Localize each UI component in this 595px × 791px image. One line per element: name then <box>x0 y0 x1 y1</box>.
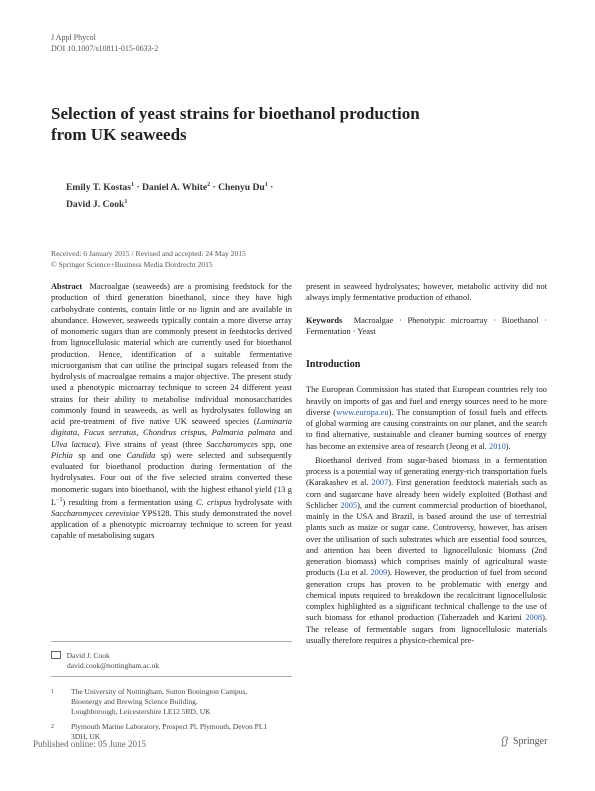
species-name: C. crispus <box>195 497 232 507</box>
abstract <box>51 281 292 542</box>
affiliation-line: Bioenergy and Brewing Science Building, <box>71 697 198 706</box>
author-line-2 <box>66 195 396 212</box>
publisher-logo <box>500 736 547 747</box>
abstract-text: YPS128. This study demonstrated the novel application of a phenotypic microarray technique to screen for yeast capable of metabolising sugars <box>51 508 292 541</box>
keywords-label: Keywords <box>306 315 343 325</box>
author-name[interactable]: Daniel A. White <box>141 182 208 194</box>
species-name: Saccharomyces <box>206 439 258 449</box>
body-text: The European Commission has stated that European countries rely too heavily on imports of gas and fuel and energy sources need to be more diverse ( <box>306 385 547 417</box>
affiliation-line: The University of Nottingham, Sutton Bonington Campus, <box>71 687 248 696</box>
author-affiliation: 1 <box>124 199 128 206</box>
exponent: −1 <box>56 496 63 503</box>
affiliation-1 <box>51 687 291 717</box>
abstract-continuation: present in seaweed hydrolysates; however, metabolic activity did not always imply fermentative production of ethanol. <box>306 282 547 303</box>
body-text: ). However, the production of fuel from second generation crops has proven to be problematic with energy and chemical inputs required to breakdown the recalcitrant lignocellulosic complex highlighted as a significant technical challenge to the use of such biomass for ethanol production (Taherzadeh and Karimi <box>306 568 547 623</box>
author-affiliation: 1 <box>130 182 134 188</box>
species-name: Candida <box>126 450 156 460</box>
abstract-text: ). Five strains of yeast (three <box>96 439 207 449</box>
publisher-name: Springer <box>513 736 548 747</box>
abstract-text: Macroalgae (seaweeds) are a promising feedstock for the production of third generation bioethanol, since they have high carbohydrate contents, contain little or no lignin and are available in abundance. However, seaweeds typically contain a more diverse array of monomeric sugars than are commonly present in feedstocks derived from lignocellulosic material which are currently used for bioethanol production. Hence, identification of a suitable fermentative microorganism that can utilise the principal sugars released from the hydrolysis of macroalgae remains a major objective. The present study used a phenotypic microarray technique to screen 24 different yeast strains for their ability to metabolise individual monosaccharides commonly found in seaweeds, as well as hydrolysates following an acid pre-treatment of five native UK seaweed species ( <box>51 282 293 426</box>
author-separator: · <box>136 182 140 194</box>
intro-paragraph-1 <box>306 384 547 452</box>
abstract-text: spp, one <box>257 439 292 449</box>
body-text: ). First generation feedstock materials such as corn and sugarcane have already been widely exploited (Bothast and Schlicher <box>306 478 547 510</box>
copyright: © Springer Science+Business Media Dordrecht 2015 <box>51 259 213 269</box>
article-title <box>51 103 471 145</box>
author-affiliation: 2 <box>207 182 211 188</box>
species-name: Chondrus crispus <box>143 428 205 438</box>
abstract-label: Abstract <box>51 282 83 291</box>
abstract-text: , <box>136 428 144 438</box>
affiliation-line: Plymouth Marine Laboratory, Prospect Pl, Plymouth, Devon PL1 <box>71 722 268 731</box>
correspondence-name: David J. Cook <box>66 651 110 660</box>
right-column <box>306 281 547 646</box>
citation-link[interactable]: 2009 <box>370 568 388 578</box>
intro-paragraph-2 <box>306 455 547 646</box>
author-separator: · <box>270 182 274 194</box>
correspondence-email[interactable]: david.cook@nottingham.ac.uk <box>67 661 160 670</box>
author-list <box>66 178 396 212</box>
author-name[interactable]: Chenyu Du <box>218 182 265 194</box>
species-name: Palmaria palmata <box>211 428 276 438</box>
envelope-icon <box>51 651 61 659</box>
body-text: ). The release of fermentable sugars from lignocellulosic materials usually therefore requires a physico-chemical pre- <box>306 613 547 645</box>
abstract-text: sp and one <box>72 450 127 460</box>
keywords-text: Macroalgae · Phenotypic microarray · Bioethanol · Fermentation · Yeast <box>306 315 548 336</box>
abstract-text: sp) were selected and subsequently evaluated for bioethanol production during fermentation of the hydrolysates. Four out of the five selected strains converted these monomeric sugars into bioethanol, with the highest ethanol yield (13 g L <box>51 450 292 507</box>
author-separator: · <box>212 182 216 194</box>
body-text: Bioethanol derived from sugar-based biomass in a fermentation process is a potential way of generating energy-rich transportation fuels (Karakashev et al. <box>306 455 547 488</box>
title-line-1: Selection of yeast strains for bioethanol production <box>51 104 420 123</box>
citation-link[interactable]: 2007 <box>371 478 389 488</box>
left-column <box>51 281 292 542</box>
citation-link[interactable]: 2010 <box>489 441 506 451</box>
author-affiliation: 1 <box>264 182 268 188</box>
affiliation-line: 3DH, UK <box>71 732 101 741</box>
citation-link[interactable]: 2005 <box>340 500 358 510</box>
affiliation-line: Loughborough, Leicestershire LE12 5RD, UK <box>71 707 211 716</box>
citation-link[interactable]: 2008 <box>525 613 543 623</box>
affiliation-divider <box>51 676 292 677</box>
section-heading-introduction: Introduction <box>306 359 361 370</box>
received-date: Received: 6 January 2015 / Revised and accepted: 24 May 2015 <box>51 249 246 258</box>
published-online: Published online: 05 June 2015 <box>33 739 146 749</box>
author-name[interactable]: Emily T. Kostas <box>66 182 131 194</box>
article-dates <box>51 249 246 270</box>
abstract-text: , <box>77 428 84 438</box>
title-line-2: from UK seaweeds <box>51 125 187 144</box>
correspondence <box>51 650 291 671</box>
doi[interactable]: DOI 10.1007/s10811-015-0633-2 <box>51 44 159 53</box>
abstract-text: hydrolysate with <box>231 497 292 507</box>
abstract-text: , <box>204 428 212 438</box>
body-text: ). <box>505 441 511 451</box>
journal-name: J Appl Phycol <box>51 33 96 42</box>
species-name: Saccharomyces cerevisiae <box>51 508 140 518</box>
author-line-1 <box>66 178 396 195</box>
species-name: Ulva lactuca <box>51 439 97 449</box>
keywords <box>306 315 547 338</box>
abstract-text: ) resulting from a fermentation using <box>62 497 196 507</box>
affiliation-number: 2 <box>51 724 54 730</box>
affiliation-number: 1 <box>51 689 54 695</box>
body-text: ). The consumption of fossil fuels and effects of global warming are causing constraints on our planet, and the search to find alternative, sustainable and cleaner burning sources of energy has become an extensive area of research (Jeong et al. <box>306 407 547 451</box>
abstract-text: and <box>275 428 293 438</box>
body-text: ), and the current commercial production of bioethanol, mainly in the USA and Brazil, is based around the use of terrestrial plants such as maize or sugar cane. Controversy, however, has arisen over the utilisation of such substrates which are essential food sources, and attention has been diverted to lignocellulosic biomass (2nd generation biomass) which comprises mainly of agricultural waste products (Lu et al. <box>306 500 547 578</box>
website-link[interactable]: www.europa.eu <box>336 407 389 417</box>
species-name: Laminaria digitata <box>51 417 292 438</box>
author-name[interactable]: David J. Cook <box>66 199 125 211</box>
species-name: Fucus serratus <box>83 428 137 438</box>
springer-horse-icon <box>500 736 510 747</box>
footnote-divider <box>51 641 292 642</box>
species-name: Pichia <box>51 450 73 460</box>
